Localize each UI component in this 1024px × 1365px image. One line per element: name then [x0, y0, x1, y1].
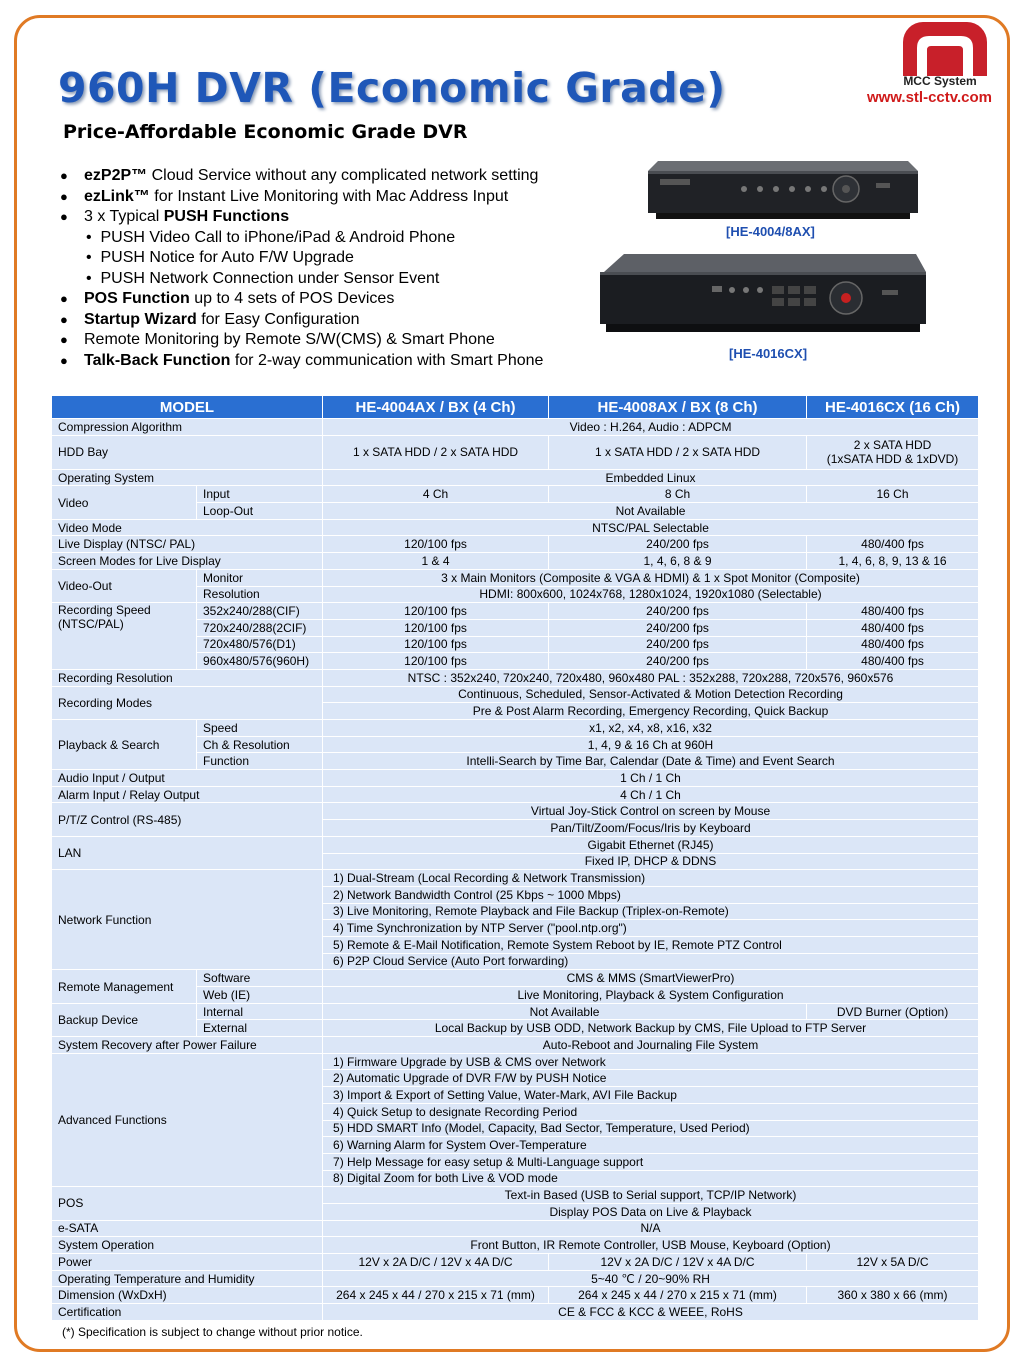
table-row: [52, 469, 979, 486]
cell-value: 1, 4, 6, 8 & 9: [549, 553, 807, 570]
cell-value: 4 Ch: [323, 486, 549, 503]
cell-value: 240/200 fps: [549, 636, 807, 653]
sub-label: 960x480/576(960H): [197, 653, 323, 670]
sub-label: 352x240/288(CIF): [197, 603, 323, 620]
feature-item: ● Talk-Back Function for 2-way communication with Smart Phone: [60, 351, 543, 372]
table-row: [52, 1053, 979, 1070]
row-label: Live Display (NTSC/ PAL): [52, 536, 323, 553]
table-row: [52, 1237, 979, 1254]
row-label: HDD Bay: [52, 435, 323, 469]
column-header: MODEL: [52, 396, 323, 419]
feature-item: ● Startup Wizard for Easy Configuration: [60, 310, 543, 331]
cell-value: NTSC : 352x240, 720x240, 720x480, 960x480 PAL : 352x288, 720x288, 720x576, 960x576: [323, 669, 979, 686]
table-row: [52, 1220, 979, 1237]
footnote: (*) Specification is subject to change without prior notice.: [62, 1325, 363, 1339]
row-label: Recording Resolution: [52, 669, 323, 686]
cell-value: 1, 4, 6, 8, 9, 13 & 16: [807, 553, 979, 570]
row-label: System Operation: [52, 1237, 323, 1254]
table-row: [52, 1003, 979, 1020]
page-title: 960H DVR (Economic Grade): [58, 64, 726, 112]
table-row: [52, 1287, 979, 1304]
cell-value: Continuous, Scheduled, Sensor-Activated & Motion Detection Recording: [323, 686, 979, 703]
column-header: HE-4016CX (16 Ch): [807, 396, 979, 419]
sub-label: Loop-Out: [197, 503, 323, 520]
row-label: Recording Speed (NTSC/PAL): [52, 603, 197, 670]
table-row: [52, 1037, 979, 1054]
cell-value: Live Monitoring, Playback & System Configuration: [323, 987, 979, 1004]
cell-value: 3) Import & Export of Setting Value, Water-Mark, AVI File Backup: [323, 1087, 979, 1104]
bullet-icon: ●: [60, 352, 68, 368]
cell-value: 1 x SATA HDD / 2 x SATA HDD: [549, 435, 807, 469]
cell-value: Virtual Joy-Stick Control on screen by Mouse: [323, 803, 979, 820]
row-label: Network Function: [52, 870, 323, 970]
cell-value: Not Available: [323, 503, 979, 520]
table-row: [52, 486, 979, 503]
cell-value: 120/100 fps: [323, 603, 549, 620]
cell-value: 120/100 fps: [323, 536, 549, 553]
cell-value: 1 & 4: [323, 553, 549, 570]
cell-value: 1, 4, 9 & 16 Ch at 960H: [323, 736, 979, 753]
cell-value: 240/200 fps: [549, 536, 807, 553]
cell-value: HDMI: 800x600, 1024x768, 1280x1024, 1920x1080 (Selectable): [323, 586, 979, 603]
row-label: Playback & Search: [52, 720, 197, 770]
feature-item: ● POS Function up to 4 sets of POS Devices: [60, 289, 543, 310]
table-header-row: [52, 396, 979, 419]
cell-value: Pre & Post Alarm Recording, Emergency Recording, Quick Backup: [323, 703, 979, 720]
cell-value: Intelli-Search by Time Bar, Calendar (Date & Time) and Event Search: [323, 753, 979, 770]
row-label: e-SATA: [52, 1220, 323, 1237]
cell-value: 16 Ch: [807, 486, 979, 503]
table-row: [52, 836, 979, 853]
bullet-icon: ●: [60, 168, 68, 183]
cell-value: Display POS Data on Live & Playback: [323, 1203, 979, 1220]
row-label: Power: [52, 1254, 323, 1271]
sub-label: External: [197, 1020, 323, 1037]
table-row: [52, 720, 979, 737]
row-label: Dimension (WxDxH): [52, 1287, 323, 1304]
cell-value: Fixed IP, DHCP & DDNS: [323, 853, 979, 870]
cell-value: 264 x 245 x 44 / 270 x 215 x 71 (mm): [323, 1287, 549, 1304]
table-row: [52, 870, 979, 887]
row-label: Recording Modes: [52, 686, 323, 719]
row-label: Remote Management: [52, 970, 197, 1003]
cell-value: x1, x2, x4, x8, x16, x32: [323, 720, 979, 737]
bullet-icon: ●: [60, 291, 68, 306]
cell-value: 1) Dual-Stream (Local Recording & Network Transmission): [323, 870, 979, 887]
table-row: [52, 686, 979, 703]
feature-item: ● ezLink™ for Instant Live Monitoring with Mac Address Input: [60, 187, 543, 208]
feature-list: [60, 166, 543, 371]
table-row: [52, 519, 979, 536]
sub-label: Ch & Resolution: [197, 736, 323, 753]
cell-value: 120/100 fps: [323, 636, 549, 653]
cell-value: 4 Ch / 1 Ch: [323, 786, 979, 803]
row-label: P/T/Z Control (RS-485): [52, 803, 323, 836]
cell-value: Auto-Reboot and Journaling File System: [323, 1037, 979, 1054]
table-row: [52, 970, 979, 987]
row-label: Compression Algorithm: [52, 419, 323, 436]
dvr-caption-small: [HE-4004/8AX]: [726, 224, 815, 239]
table-row: [52, 669, 979, 686]
table-row: [52, 536, 979, 553]
cell-value: 480/400 fps: [807, 603, 979, 620]
spec-table: [51, 395, 979, 1321]
row-label: Operating System: [52, 469, 323, 486]
push-item: • PUSH Notice for Auto F/W Upgrade: [86, 249, 354, 266]
row-label: Video Mode: [52, 519, 323, 536]
cell-value: 240/200 fps: [549, 619, 807, 636]
row-label: System Recovery after Power Failure: [52, 1037, 323, 1054]
cell-value: 6) P2P Cloud Service (Auto Port forwarding): [323, 953, 979, 970]
cell-value: 480/400 fps: [807, 619, 979, 636]
row-label: Alarm Input / Relay Output: [52, 786, 323, 803]
page-subtitle: Price-Affordable Economic Grade DVR: [63, 121, 468, 143]
cell-value: 4) Time Synchronization by NTP Server ("pool.ntp.org"): [323, 920, 979, 937]
table-row: [52, 1187, 979, 1204]
bullet-icon: ●: [60, 209, 68, 224]
cell-value: 480/400 fps: [807, 653, 979, 670]
cell-value: Video : H.264, Audio : ADPCM: [323, 419, 979, 436]
table-row: [52, 1304, 979, 1321]
cell-value: 1) Firmware Upgrade by USB & CMS over Network: [323, 1053, 979, 1070]
table-row: [52, 770, 979, 787]
sub-label: Internal: [197, 1003, 323, 1020]
sub-label: Software: [197, 970, 323, 987]
cell-value: Pan/Tilt/Zoom/Focus/Iris by Keyboard: [323, 820, 979, 837]
sub-label: Monitor: [197, 569, 323, 586]
feature-item: ● 3 x Typical PUSH Functions: [60, 207, 543, 228]
row-label: Screen Modes for Live Display: [52, 553, 323, 570]
cell-value: 264 x 245 x 44 / 270 x 215 x 71 (mm): [549, 1287, 807, 1304]
cell-value: 1 x SATA HDD / 2 x SATA HDD: [323, 435, 549, 469]
bullet-icon: ●: [60, 188, 68, 204]
cell-value: Not Available: [323, 1003, 807, 1020]
sub-label: 720x240/288(2CIF): [197, 619, 323, 636]
table-row: [52, 569, 979, 586]
cell-value: 480/400 fps: [807, 536, 979, 553]
brand-logo-icon: [903, 22, 987, 78]
feature-item: ● ezP2P™ Cloud Service without any complicated network setting: [60, 166, 543, 187]
cell-value: 240/200 fps: [549, 603, 807, 620]
row-label: Operating Temperature and Humidity: [52, 1270, 323, 1287]
bullet-icon: ●: [60, 311, 68, 327]
row-label: Backup Device: [52, 1003, 197, 1036]
website-link[interactable]: www.stl-cctv.com: [866, 89, 992, 106]
table-row: [52, 419, 979, 436]
dvr-caption-large: [HE-4016CX]: [729, 346, 808, 361]
cell-value: 12V x 2A D/C / 12V x 4A D/C: [323, 1254, 549, 1271]
cell-value: NTSC/PAL Selectable: [323, 519, 979, 536]
cell-value: Local Backup by USB ODD, Network Backup by CMS, File Upload to FTP Server: [323, 1020, 979, 1037]
cell-value: 12V x 5A D/C: [807, 1254, 979, 1271]
table-row: [52, 603, 979, 620]
row-label: LAN: [52, 836, 323, 869]
cell-value: 6) Warning Alarm for System Over-Temperature: [323, 1137, 979, 1154]
table-row: [52, 1270, 979, 1287]
cell-value: 4) Quick Setup to designate Recording Period: [323, 1103, 979, 1120]
cell-value: Embedded Linux: [323, 469, 979, 486]
row-label: Audio Input / Output: [52, 770, 323, 787]
row-label: Advanced Functions: [52, 1053, 323, 1187]
cell-value: Front Button, IR Remote Controller, USB Mouse, Keyboard (Option): [323, 1237, 979, 1254]
cell-value: 5) HDD SMART Info (Model, Capacity, Bad Sector, Temperature, Used Period): [323, 1120, 979, 1137]
push-item: • PUSH Network Connection under Sensor Event: [86, 269, 440, 287]
cell-value: 120/100 fps: [323, 653, 549, 670]
cell-value: CMS & MMS (SmartViewerPro): [323, 970, 979, 987]
brand-name: MCC System: [903, 74, 977, 88]
sub-label: 720x480/576(D1): [197, 636, 323, 653]
dvr-image-small: [648, 153, 918, 223]
table-row: [52, 553, 979, 570]
cell-value: 3) Live Monitoring, Remote Playback and File Backup (Triplex-on-Remote): [323, 903, 979, 920]
cell-value: 240/200 fps: [549, 653, 807, 670]
dvr-image-large: [596, 250, 926, 338]
table-row: [52, 435, 979, 469]
cell-value: 1 Ch / 1 Ch: [323, 770, 979, 787]
cell-value: 12V x 2A D/C / 12V x 4A D/C: [549, 1254, 807, 1271]
cell-value: 480/400 fps: [807, 636, 979, 653]
table-row: [52, 1254, 979, 1271]
cell-value: CE & FCC & KCC & WEEE, RoHS: [323, 1304, 979, 1321]
row-label: POS: [52, 1187, 323, 1220]
cell-value: DVD Burner (Option): [807, 1003, 979, 1020]
row-label: Certification: [52, 1304, 323, 1321]
column-header: HE-4008AX / BX (8 Ch): [549, 396, 807, 419]
cell-value: N/A: [323, 1220, 979, 1237]
sub-label: Resolution: [197, 586, 323, 603]
sub-label: Input: [197, 486, 323, 503]
cell-value: 5~40 ℃ / 20~90% RH: [323, 1270, 979, 1287]
cell-value: 2) Network Bandwidth Control (25 Kbps ~ 1000 Mbps): [323, 886, 979, 903]
cell-value: 360 x 380 x 66 (mm): [807, 1287, 979, 1304]
sub-label: Speed: [197, 720, 323, 737]
table-row: [52, 786, 979, 803]
cell-value: 2) Automatic Upgrade of DVR F/W by PUSH Notice: [323, 1070, 979, 1087]
cell-value: 5) Remote & E-Mail Notification, Remote System Reboot by IE, Remote PTZ Control: [323, 936, 979, 953]
bullet-icon: ●: [60, 332, 68, 347]
cell-value: 7) Help Message for easy setup & Multi-Language support: [323, 1153, 979, 1170]
row-label: Video: [52, 486, 197, 519]
cell-value: 120/100 fps: [323, 619, 549, 636]
feature-item: ● Remote Monitoring by Remote S/W(CMS) & Smart Phone: [60, 330, 543, 351]
cell-value: Gigabit Ethernet (RJ45): [323, 836, 979, 853]
cell-value: 8) Digital Zoom for both Live & VOD mode: [323, 1170, 979, 1187]
cell-value: 2 x SATA HDD (1xSATA HDD & 1xDVD): [807, 435, 979, 469]
table-row: [52, 803, 979, 820]
push-item: • PUSH Video Call to iPhone/iPad & Android Phone: [86, 228, 456, 246]
column-header: HE-4004AX / BX (4 Ch): [323, 396, 549, 419]
sub-label: Function: [197, 753, 323, 770]
cell-value: Text-in Based (USB to Serial support, TCP/IP Network): [323, 1187, 979, 1204]
sub-label: Web (IE): [197, 987, 323, 1004]
row-label: Video-Out: [52, 569, 197, 602]
cell-value: 3 x Main Monitors (Composite & VGA & HDMI) & 1 x Spot Monitor (Composite): [323, 569, 979, 586]
cell-value: 8 Ch: [549, 486, 807, 503]
